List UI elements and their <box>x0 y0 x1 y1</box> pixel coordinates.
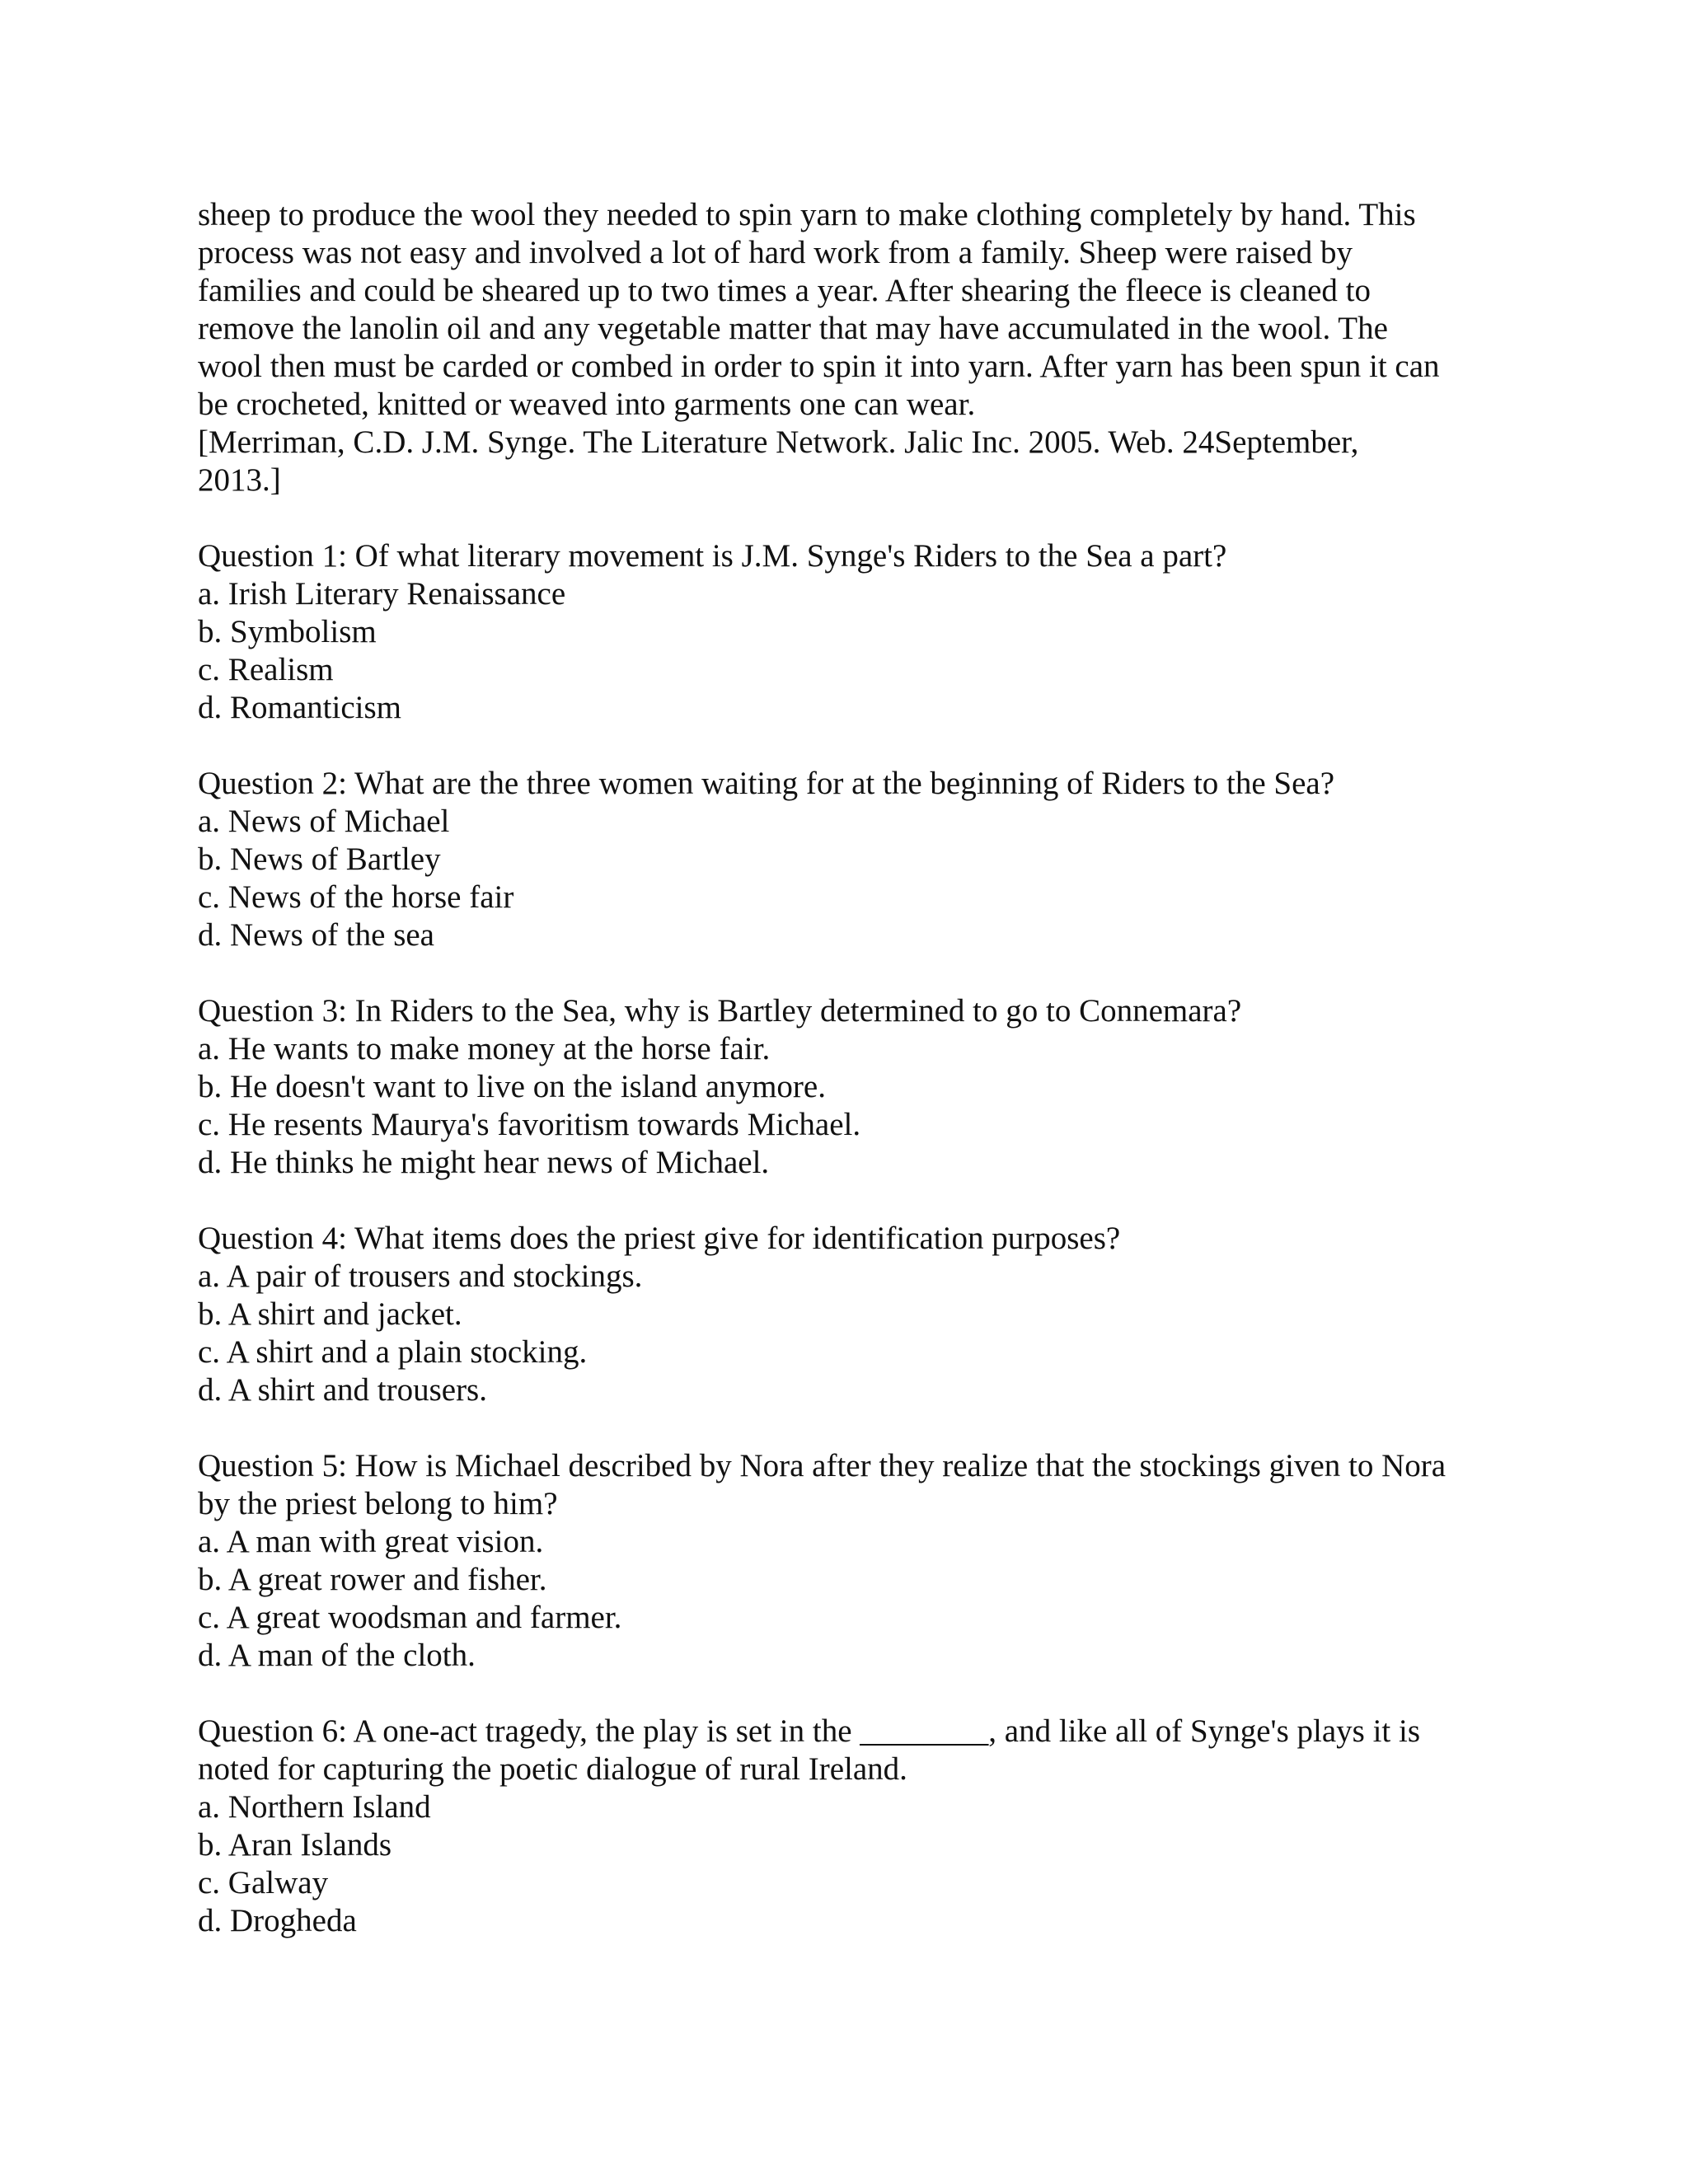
question-text: Question 6: A one-act tragedy, the play is set in the ________, and like all of Synge's plays it is <box>198 1713 1421 1749</box>
answer-option: c. A shirt and a plain stocking. <box>198 1334 588 1370</box>
question-block-4 <box>198 1220 1484 1409</box>
question-block-6 <box>198 1713 1484 1940</box>
answer-option: d. Romanticism <box>198 690 401 725</box>
passage-line: wool then must be carded or combed in order to spin it into yarn. After yarn has been spun it can <box>198 349 1440 384</box>
citation-line: [Merriman, C.D. J.M. Synge. The Literature Network. Jalic Inc. 2005. Web. 24September, <box>198 424 1359 460</box>
question-block-2 <box>198 765 1484 954</box>
question-text: Question 1: Of what literary movement is J.M. Synge's Riders to the Sea a part? <box>198 538 1227 574</box>
answer-option: a. A pair of trousers and stockings. <box>198 1258 643 1294</box>
passage-line: remove the lanolin oil and any vegetable matter that may have accumulated in the wool. The <box>198 311 1388 346</box>
question-block-3 <box>198 992 1484 1182</box>
answer-option: d. He thinks he might hear news of Michael. <box>198 1145 770 1180</box>
citation-line: 2013.] <box>198 462 281 498</box>
question-text: noted for capturing the poetic dialogue of rural Ireland. <box>198 1751 907 1787</box>
answer-option: d. Drogheda <box>198 1903 357 1938</box>
answer-option: a. He wants to make money at the horse fair. <box>198 1031 771 1066</box>
passage-line: process was not easy and involved a lot of hard work from a family. Sheep were raised by <box>198 235 1353 270</box>
question-text: Question 2: What are the three women waiting for at the beginning of Riders to the Sea? <box>198 766 1335 801</box>
answer-option: a. Irish Literary Renaissance <box>198 576 566 612</box>
passage-paragraph <box>198 196 1484 424</box>
answer-option: b. Symbolism <box>198 614 377 649</box>
question-text: Question 4: What items does the priest give for identification purposes? <box>198 1221 1121 1256</box>
answer-option: a. A man with great vision. <box>198 1524 544 1559</box>
answer-option: b. Aran Islands <box>198 1827 392 1863</box>
answer-option: c. A great woodsman and farmer. <box>198 1600 622 1635</box>
answer-option: c. News of the horse fair <box>198 879 514 915</box>
answer-option: b. A shirt and jacket. <box>198 1296 462 1332</box>
answer-option: d. A shirt and trousers. <box>198 1372 487 1408</box>
question-text: Question 3: In Riders to the Sea, why is Bartley determined to go to Connemara? <box>198 993 1242 1029</box>
question-text: Question 5: How is Michael described by Nora after they realize that the stockings given to Nora <box>198 1448 1447 1483</box>
passage-line: sheep to produce the wool they needed to spin yarn to make clothing completely by hand. This <box>198 197 1416 232</box>
question-block-1 <box>198 537 1484 727</box>
answer-option: b. A great rower and fisher. <box>198 1562 547 1597</box>
passage-line: be crocheted, knitted or weaved into garments one can wear. <box>198 387 976 422</box>
answer-option: c. Realism <box>198 652 334 687</box>
answer-option: a. Northern Island <box>198 1789 431 1825</box>
document-page <box>198 196 1484 1940</box>
question-text: by the priest belong to him? <box>198 1486 558 1521</box>
answer-option: d. A man of the cloth. <box>198 1638 476 1673</box>
answer-option: b. He doesn't want to live on the island anymore. <box>198 1069 826 1104</box>
answer-option: d. News of the sea <box>198 917 434 953</box>
answer-option: c. Galway <box>198 1865 329 1900</box>
question-list <box>198 537 1484 1940</box>
answer-option: c. He resents Maurya's favoritism towards Michael. <box>198 1107 861 1142</box>
citation <box>198 424 1484 499</box>
answer-option: a. News of Michael <box>198 804 450 839</box>
answer-option: b. News of Bartley <box>198 841 441 877</box>
question-block-5 <box>198 1447 1484 1675</box>
passage-line: families and could be sheared up to two times a year. After shearing the fleece is cleaned to <box>198 273 1371 308</box>
